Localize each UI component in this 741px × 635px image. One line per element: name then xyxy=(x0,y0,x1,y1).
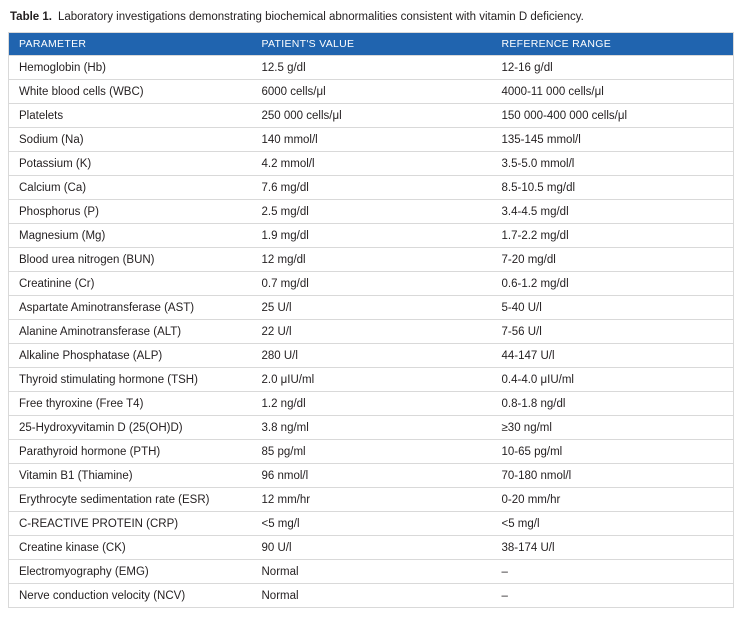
value-cell: 12.5 g/dl xyxy=(252,56,492,80)
range-cell: 1.7-2.2 mg/dl xyxy=(492,224,734,248)
parameter-cell: Creatinine (Cr) xyxy=(9,272,252,296)
parameter-cell: 25-Hydroxyvitamin D (25(OH)D) xyxy=(9,416,252,440)
parameter-cell: Creatine kinase (CK) xyxy=(9,536,252,560)
range-cell: 0.6-1.2 mg/dl xyxy=(492,272,734,296)
parameter-cell: Blood urea nitrogen (BUN) xyxy=(9,248,252,272)
range-cell: 3.4-4.5 mg/dl xyxy=(492,200,734,224)
range-cell: ≥30 ng/ml xyxy=(492,416,734,440)
range-cell: 7-20 mg/dl xyxy=(492,248,734,272)
parameter-cell: Alkaline Phosphatase (ALP) xyxy=(9,344,252,368)
table-row xyxy=(9,200,734,224)
parameter-cell: Potassium (K) xyxy=(9,152,252,176)
parameter-cell: Free thyroxine (Free T4) xyxy=(9,392,252,416)
table-caption xyxy=(8,8,733,32)
table-row xyxy=(9,176,734,200)
table-row xyxy=(9,320,734,344)
table-row xyxy=(9,80,734,104)
table-row xyxy=(9,296,734,320)
table-row xyxy=(9,224,734,248)
value-cell: 96 nmol/l xyxy=(252,464,492,488)
table-row xyxy=(9,152,734,176)
parameter-cell: Sodium (Na) xyxy=(9,128,252,152)
table-row xyxy=(9,392,734,416)
table-row xyxy=(9,512,734,536)
value-cell: 1.2 ng/dl xyxy=(252,392,492,416)
value-cell: 12 mg/dl xyxy=(252,248,492,272)
value-cell: 90 U/l xyxy=(252,536,492,560)
parameter-cell: Thyroid stimulating hormone (TSH) xyxy=(9,368,252,392)
value-cell: 140 mmol/l xyxy=(252,128,492,152)
parameter-cell: Erythrocyte sedimentation rate (ESR) xyxy=(9,488,252,512)
parameter-cell: White blood cells (WBC) xyxy=(9,80,252,104)
value-cell: 1.9 mg/dl xyxy=(252,224,492,248)
column-header-reference-range: REFERENCE RANGE xyxy=(492,33,734,56)
table-row xyxy=(9,248,734,272)
value-cell: Normal xyxy=(252,584,492,608)
value-cell: 12 mm/hr xyxy=(252,488,492,512)
value-cell: 4.2 mmol/l xyxy=(252,152,492,176)
range-cell: 150 000-400 000 cells/μl xyxy=(492,104,734,128)
parameter-cell: Nerve conduction velocity (NCV) xyxy=(9,584,252,608)
parameter-cell: Vitamin B1 (Thiamine) xyxy=(9,464,252,488)
parameter-cell: Electromyography (EMG) xyxy=(9,560,252,584)
range-cell: 10-65 pg/ml xyxy=(492,440,734,464)
range-cell: 5-40 U/l xyxy=(492,296,734,320)
range-cell: <5 mg/l xyxy=(492,512,734,536)
range-cell: 0.8-1.8 ng/dl xyxy=(492,392,734,416)
parameter-cell: Calcium (Ca) xyxy=(9,176,252,200)
range-cell: 12-16 g/dl xyxy=(492,56,734,80)
range-cell: 135-145 mmol/l xyxy=(492,128,734,152)
range-cell: – xyxy=(492,584,734,608)
table-row xyxy=(9,464,734,488)
parameter-cell: Aspartate Aminotransferase (AST) xyxy=(9,296,252,320)
range-cell: 0.4-4.0 μIU/ml xyxy=(492,368,734,392)
table-row xyxy=(9,440,734,464)
header-row xyxy=(9,33,734,56)
value-cell: 22 U/l xyxy=(252,320,492,344)
value-cell: Normal xyxy=(252,560,492,584)
parameter-cell: Phosphorus (P) xyxy=(9,200,252,224)
table-header xyxy=(9,33,734,56)
table-row xyxy=(9,416,734,440)
range-cell: 0-20 mm/hr xyxy=(492,488,734,512)
value-cell: 250 000 cells/μl xyxy=(252,104,492,128)
table-row xyxy=(9,560,734,584)
lab-results-table xyxy=(8,32,734,608)
range-cell: 8.5-10.5 mg/dl xyxy=(492,176,734,200)
value-cell: 2.5 mg/dl xyxy=(252,200,492,224)
range-cell: 38-174 U/l xyxy=(492,536,734,560)
parameter-cell: Magnesium (Mg) xyxy=(9,224,252,248)
range-cell: – xyxy=(492,560,734,584)
parameter-cell: Hemoglobin (Hb) xyxy=(9,56,252,80)
parameter-cell: Platelets xyxy=(9,104,252,128)
value-cell: 25 U/l xyxy=(252,296,492,320)
table-row xyxy=(9,536,734,560)
table-body xyxy=(9,56,734,608)
range-cell: 3.5-5.0 mmol/l xyxy=(492,152,734,176)
value-cell: 2.0 μIU/ml xyxy=(252,368,492,392)
value-cell: 3.8 ng/ml xyxy=(252,416,492,440)
table-row xyxy=(9,272,734,296)
value-cell: 85 pg/ml xyxy=(252,440,492,464)
table-row xyxy=(9,104,734,128)
range-cell: 4000-11 000 cells/μl xyxy=(492,80,734,104)
parameter-cell: Parathyroid hormone (PTH) xyxy=(9,440,252,464)
range-cell: 70-180 nmol/l xyxy=(492,464,734,488)
parameter-cell: Alanine Aminotransferase (ALT) xyxy=(9,320,252,344)
value-cell: 280 U/l xyxy=(252,344,492,368)
parameter-cell: C-REACTIVE PROTEIN (CRP) xyxy=(9,512,252,536)
value-cell: 0.7 mg/dl xyxy=(252,272,492,296)
column-header-patient-value: PATIENT'S VALUE xyxy=(252,33,492,56)
table-row xyxy=(9,584,734,608)
value-cell: 6000 cells/μl xyxy=(252,80,492,104)
table-row xyxy=(9,488,734,512)
range-cell: 44-147 U/l xyxy=(492,344,734,368)
table-caption-text: Laboratory investigations demonstrating biochemical abnormalities consistent with vitamin D deficiency. xyxy=(57,11,584,23)
table-row xyxy=(9,128,734,152)
range-cell: 7-56 U/l xyxy=(492,320,734,344)
value-cell: <5 mg/l xyxy=(252,512,492,536)
table-row xyxy=(9,368,734,392)
table-caption-label: Table 1. xyxy=(10,11,52,23)
column-header-parameter: PARAMETER xyxy=(9,33,252,56)
value-cell: 7.6 mg/dl xyxy=(252,176,492,200)
table-row xyxy=(9,344,734,368)
table-row xyxy=(9,56,734,80)
